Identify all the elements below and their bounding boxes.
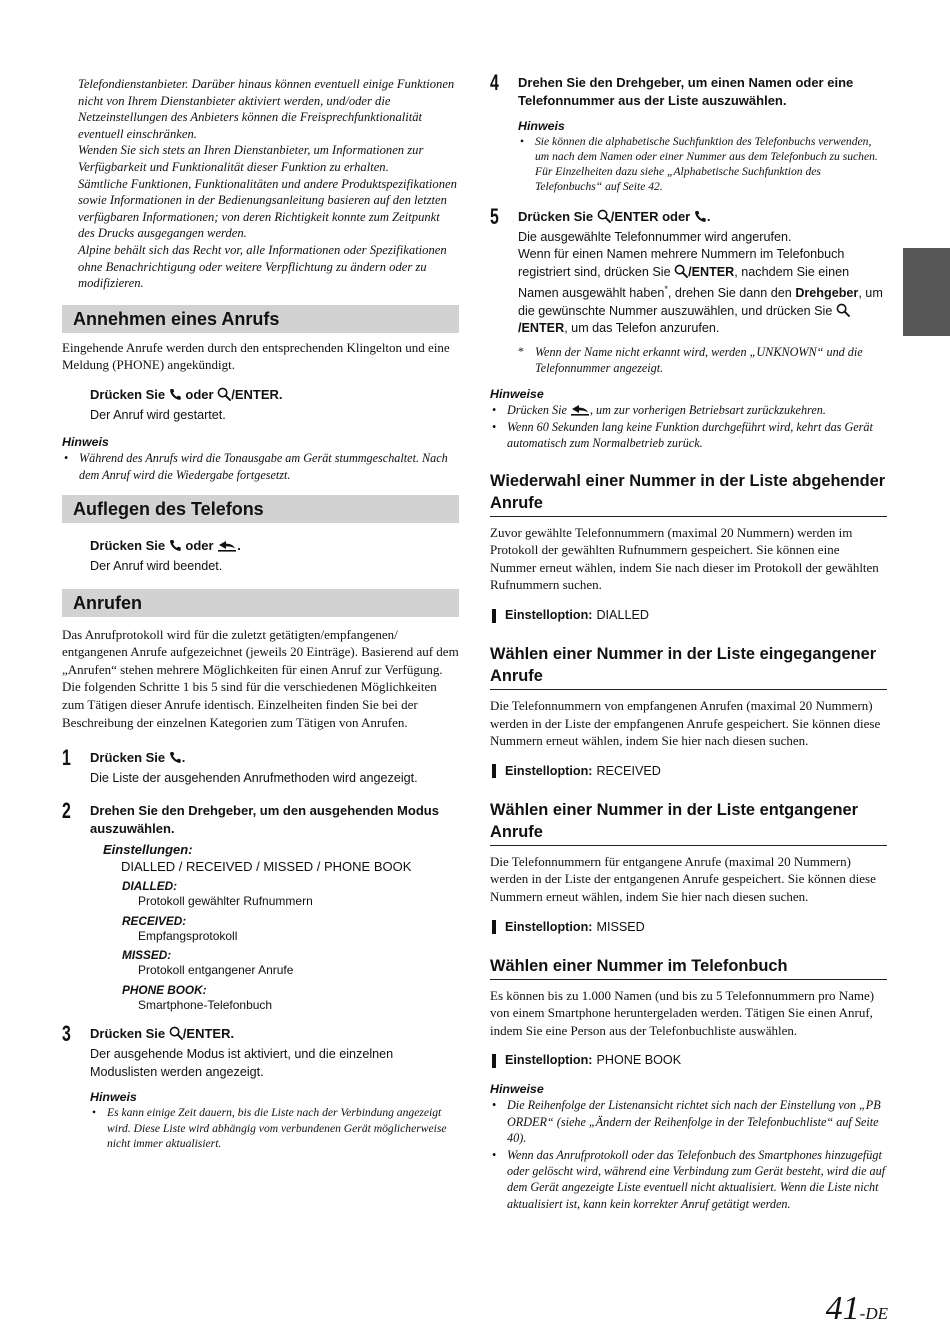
annehmen-note: • Während des Anrufs wird die Tonausgabe am Gerät stummgeschaltet. Nach dem Anruf wird die Wiedergabe fortgesetzt. <box>62 450 459 483</box>
option-dialled: DIALLED: Protokoll gewählter Rufnummern <box>122 878 313 908</box>
left-column <box>62 76 459 1151</box>
intro-text <box>78 76 459 292</box>
heading-wiederwahl: Wiederwahl einer Nummer in der Liste abgehender Anrufe <box>490 470 887 517</box>
step-4-note: • Sie können die alphabetische Suchfunktion des Telefonbuchs verwenden, um nach dem Namen oder einer Nummer aus dem Telefonbuch zu suchen. Für Einzelheiten dazu siehe „Alphabetische Suchfunktion des Telefonbuchs“ auf Seite 42. <box>518 134 887 194</box>
option-missed: MISSED: Protokoll entgangener Anrufe <box>122 948 294 978</box>
annehmen-hinweis-label: Hinweis <box>62 435 109 450</box>
heading-entgangen: Wählen einer Nummer in der Liste entgangener Anrufe <box>490 799 887 846</box>
page-number: 41-DE <box>825 1290 888 1327</box>
step-number: 1 <box>62 745 71 771</box>
step-5-footnote: * Wenn der Name nicht erkannt wird, werden „UNKNOWN“ und die Telefonnummer angezeigt. <box>518 343 863 376</box>
back-icon <box>570 404 590 416</box>
search-icon <box>836 303 850 317</box>
step-number: 2 <box>62 797 71 823</box>
intro-p4: Alpine behält sich das Recht vor, alle Informationen oder Spezifikationen ohne Benachrichtigung oder weitere Verpflichtung zu ändern oder zu modifizieren. <box>78 242 447 291</box>
section-heading-auflegen: Auflegen des Telefons <box>62 495 459 523</box>
step-number: 3 <box>62 1021 71 1047</box>
annehmen-instruction: Drücken Sie oder /ENTER. <box>90 386 283 402</box>
auflegen-instruction: Drücken Sie oder . <box>90 538 241 554</box>
section-heading-annehmen: Annehmen eines Anrufs <box>62 305 459 333</box>
telefonbuch-option: Einstelloption: PHONE BOOK <box>490 1052 887 1069</box>
eingegangen-body: Die Telefonnummern von empfangenen Anrufen (maximal 20 Nummern) werden in der Liste der empfangenen Anrufe gespeichert. Sie können diese Nummern erneut wählen, indem Sie hier nach diesen suchen. <box>490 698 881 749</box>
phone-icon <box>169 539 182 552</box>
annehmen-result: Der Anruf wird gestartet. <box>90 407 226 422</box>
telefonbuch-hinweise: Hinweise • Die Reihenfolge der Listenansicht richtet sich nach der Einstellung von „PB ORDER“ (siehe „Ändern der Reihenfolge in der Telefonbuchliste“ auf Seite 40). • Wenn das Anrufprotokoll oder das Telefonbuch des Smartphones hinzugefügt oder gelöscht wird, während eine Verbindung zum Gerät besteht, wird die auf dem Gerät angezeigte Liste eventuell nicht aktualisiert. Wenn die Liste nicht aktualisiert ist, kann kein korrekter Anruf getätigt werden. <box>490 1081 887 1212</box>
settings-label: Einstellungen: <box>103 841 193 857</box>
step-5-result-1: Die ausgewählte Telefonnummer wird angerufen. <box>518 230 792 244</box>
telefonbuch-note-2: • Wenn das Anrufprotokoll oder das Telefonbuch des Smartphones hinzugefügt oder gelöscht wird, während eine Verbindung zum Gerät besteht, wird die auf dem Gerät angezeigte Liste eventuell nicht aktualisiert. Wenn die Liste nicht aktualisiert ist, kann kein korrekter Anruf getätigt werden. <box>490 1147 887 1213</box>
eingegangen-option: Einstelloption: RECEIVED <box>490 763 887 780</box>
entgangen-body: Die Telefonnummern für entgangene Anrufe (maximal 20 Nummern) werden in der Liste der entgangenen Anrufe gespeichert. Sie können diese Nummern erneut wählen, indem Sie hier nach diesen suchen. <box>490 853 876 904</box>
phone-icon <box>694 210 707 223</box>
wiederwahl-body: Zuvor gewählte Telefonnummern (maximal 20 Nummern) werden im Protokoll der gewählten Rufnummern gespeichert. Sie können eine Nummer erneut wählen, indem Sie nach dieser im Protokoll der gewählten Rufnummern suchen. <box>490 524 879 593</box>
step-3 <box>62 1021 459 1151</box>
step-3-instruction: Drücken Sie /ENTER. <box>90 1026 235 1042</box>
phone-icon <box>169 751 182 764</box>
wiederwahl-option: Einstelloption: DIALLED <box>490 607 887 624</box>
hinweise-note-timeout: • Wenn 60 Sekunden lang keine Funktion durchgeführt wird, kehrt das Gerät automatisch zum Normalbetrieb zurück. <box>490 419 887 452</box>
heading-eingegangen: Wählen einer Nummer in der Liste eingegangener Anrufe <box>490 643 887 690</box>
option-phone-book: PHONE BOOK: Smartphone-Telefonbuch <box>122 982 273 1012</box>
section-heading-anrufen: Anrufen <box>62 589 459 617</box>
phone-icon <box>169 388 182 401</box>
step-3-note: • Es kann einige Zeit dauern, bis die Liste nach der Verbindung angezeigt wird. Diese Liste wird abhängig vom verbundenen Gerät möglicherweise nicht immer aktualisiert. <box>90 1105 459 1151</box>
step-number: 5 <box>490 204 499 229</box>
step-5-instruction: Drücken Sie /ENTER oder . <box>518 209 711 224</box>
step-3-result: Der ausgehende Modus ist aktiviert, und die einzelnen Moduslisten werden angezeigt. <box>90 1047 394 1079</box>
telefonbuch-note-1: • Die Reihenfolge der Listenansicht richtet sich nach der Einstellung von „PB ORDER“ (siehe „Ändern der Reihenfolge in der Telefonbuchliste“ auf Seite 40). <box>490 1097 887 1146</box>
search-icon <box>597 209 611 223</box>
telefonbuch-body: Es können bis zu 1.000 Namen (und bis zu 5 Telefonnummern pro Name) von einem Smartphone heruntergeladen werden. Tätigen Sie einen Anruf, indem Sie eine Person aus der Telefonbuchliste auswählen. <box>490 987 875 1038</box>
chapter-tab <box>903 248 950 336</box>
anrufen-body: Das Anrufprotokoll wird für die zuletzt getätigten/empfangenen/ entgangenen Anrufe aufgezeichnet (jeweils 20 Einträge). Basierend auf dem „Anrufen“ stehen mehrere Möglichkeiten für einen Anruf zur Verfügung. Die folgenden Schritte 1 bis 5 sind für die verschiedenen Möglichkeiten zum Tätigen dieser Anrufe identisch. Einzelheiten finden Sie bei der Beschreibung der einzelnen Kategorien zum Tätigen von Anrufen. <box>62 626 459 730</box>
search-icon <box>217 387 231 401</box>
option-received: RECEIVED: Empfangsprotokoll <box>122 913 238 943</box>
step-1-instruction: Drücken Sie . <box>90 750 186 766</box>
intro-p1: Telefondienstanbieter. Darüber hinaus können eventuell einige Funktionen nicht von Ihrem Dienstanbieter aktiviert werden, und/oder die Netzeinstellungen des Anbieters können die Freisprechfunktionalität eventuell einschränken. <box>78 77 455 141</box>
step-1 <box>62 745 459 787</box>
heading-telefonbuch: Wählen einer Nummer im Telefonbuch <box>490 955 887 980</box>
step-5-result-2: Wenn für einen Namen mehrere Nummern im Telefonbuch registriert sind, drücken Sie /ENTER, nachdem Sie einen Namen ausgewählt haben*, drehen Sie dann den Drehgeber, um die gewünschte Nummer auszuwählen, und drücken Sie /ENTER, um das Telefon anzurufen. <box>518 247 883 336</box>
step-3-hinweis: Hinweis • Es kann einige Zeit dauern, bis die Liste nach der Verbindung angezeigt wird. Diese Liste wird abhängig vom verbundenen Gerät möglicherweise nicht immer aktualisiert. <box>90 1089 459 1151</box>
hinweise-note-back: • Drücken Sie , um zur vorherigen Betriebsart zurückzukehren. <box>490 402 887 418</box>
step-number: 4 <box>490 70 499 95</box>
step-2 <box>62 797 459 1014</box>
search-icon <box>169 1026 183 1040</box>
back-icon <box>217 540 237 552</box>
step-5 <box>490 204 887 376</box>
step-2-settings <box>103 842 459 1014</box>
settings-value: DIALLED / RECEIVED / MISSED / PHONE BOOK <box>121 858 412 874</box>
settings-options <box>122 879 459 1013</box>
intro-p3: Sämtliche Funktionen, Funktionalitäten und andere Produktspezifikationen sowie Informationen in der Bedienungsanleitung basieren auf den letzten verfügbaren Informationen; von deren Richtigkeit konnte zum Zeitpunkt des Drucks ausgegangen werden. <box>78 176 457 241</box>
intro-p2: Wenden Sie sich stets an Ihren Dienstanbieter, um Informationen zur Verfügbarkeit und Funktionalität dieser Funktion zu erhalten. <box>78 143 424 174</box>
step-1-result: Die Liste der ausgehenden Anrufmethoden wird angezeigt. <box>90 771 418 786</box>
entgangen-option: Einstelloption: MISSED <box>490 919 887 936</box>
annehmen-notes <box>62 450 459 483</box>
auflegen-result: Der Anruf wird beendet. <box>90 559 223 574</box>
search-icon <box>674 264 688 278</box>
step-4-instruction: Drehen Sie den Drehgeber, um einen Namen oder eine Telefonnummer aus der Liste auszuwählen. <box>518 75 854 108</box>
step-4-hinweis: Hinweis • Sie können die alphabetische Suchfunktion des Telefonbuchs verwenden, um nach dem Namen oder einer Nummer aus dem Telefonbuch zu suchen. Für Einzelheiten dazu siehe „Alphabetische Suchfunktion des Telefonbuchs“ auf Seite 42. <box>518 118 887 194</box>
annehmen-body: Eingehende Anrufe werden durch den entsprechenden Klingelton und eine Meldung (PHONE) angekündigt. <box>62 339 450 373</box>
hinweise-general: Hinweise • Drücken Sie , um zur vorherigen Betriebsart zurückzukehren. • Wenn 60 Sekunden lang keine Funktion durchgeführt wird, kehrt das Gerät automatisch zum Normalbetrieb zurück. <box>490 386 887 451</box>
step-4 <box>490 70 887 194</box>
right-column <box>490 70 887 1212</box>
step-2-instruction: Drehen Sie den Drehgeber, um den ausgehenden Modus auszuwählen. <box>90 802 439 836</box>
